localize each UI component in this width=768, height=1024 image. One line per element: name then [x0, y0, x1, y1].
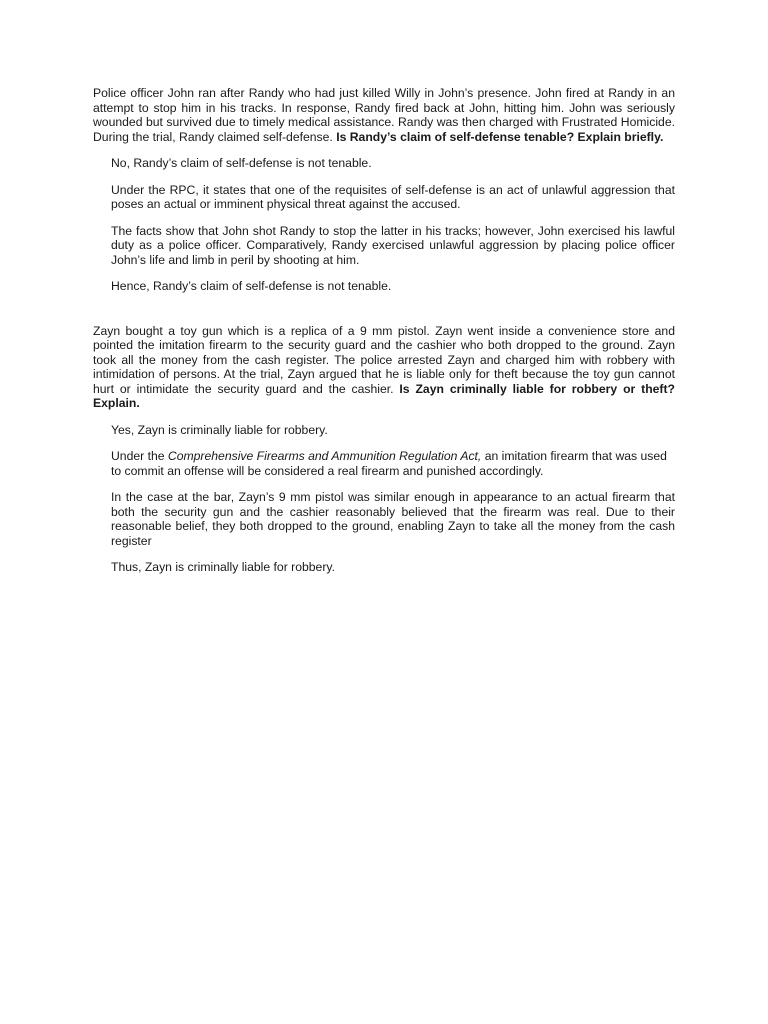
answer-application-1: The facts show that John shot Randy to stop the latter in his tracks; however, John exercised his lawful duty as a police officer. Comparatively, Randy exercised unlawful aggression by placing police officer John’s life and limb in peril by shooting at him. — [111, 223, 675, 267]
answer-application-2: In the case at the bar, Zayn’s 9 mm pistol was similar enough in appearance to an actual firearm that both the security gun and the cashier reasonably believed that the firearm was real. Due to their reasonable belief, they both dropped to the ground, enabling Zayn to take all the money from the cash register — [111, 490, 675, 548]
answer-rule-prefix-2: Under the — [111, 449, 168, 463]
question-text-1: Police officer John ran after Randy who had just killed Willy in John’s presence. John fired at Randy in an attempt to stop him in his tracks. In response, Randy fired back at John, hitting him. John was seriously wounded but survived due to timely medical assistance. Randy was then charged with Frustrated Homicide. During the trial, Randy claimed self-defense. — [93, 86, 675, 144]
answer-final-2: Thus, Zayn is criminally liable for robbery. — [111, 560, 335, 574]
answer-rule-1: Under the RPC, it states that one of the requisites of self-defense is an act of unlawful aggression that poses an actual or imminent physical threat against the accused. — [111, 182, 675, 211]
question-paragraph-2 — [93, 324, 675, 411]
answer-rule-2 — [111, 449, 675, 478]
question-bold-2: Is Zayn criminally liable for robbery or theft? Explain. — [93, 381, 675, 410]
question-paragraph-1 — [93, 86, 675, 144]
answer-conclusion-1: No, Randy’s claim of self-defense is not tenable. — [111, 156, 372, 170]
answer-final-1: Hence, Randy’s claim of self-defense is not tenable. — [111, 279, 392, 293]
question-text-2: Zayn bought a toy gun which is a replica of a 9 mm pistol. Zayn went inside a convenience store and pointed the imitation firearm to the security guard and the cashier who both dropped to the ground. Zayn took all the money from the cash register. The police arrested Zayn and charged him with robbery with intimidation of persons. At the trial, Zayn argued that he is liable only for theft because the toy gun cannot hurt or intimidate the security guard and the cashier. — [93, 323, 675, 396]
question-bold-1: Is Randy’s claim of self-defense tenable? Explain briefly. — [336, 129, 664, 144]
document-page — [93, 86, 675, 587]
law-title: Comprehensive Firearms and Ammunition Regulation Act, — [167, 449, 482, 463]
answer-conclusion-2: Yes, Zayn is criminally liable for robbery. — [111, 422, 328, 437]
answer-rule-suffix-2: an imitation firearm that was used to commit an offense will be considered a real firearm and punished accordingly. — [111, 449, 667, 478]
